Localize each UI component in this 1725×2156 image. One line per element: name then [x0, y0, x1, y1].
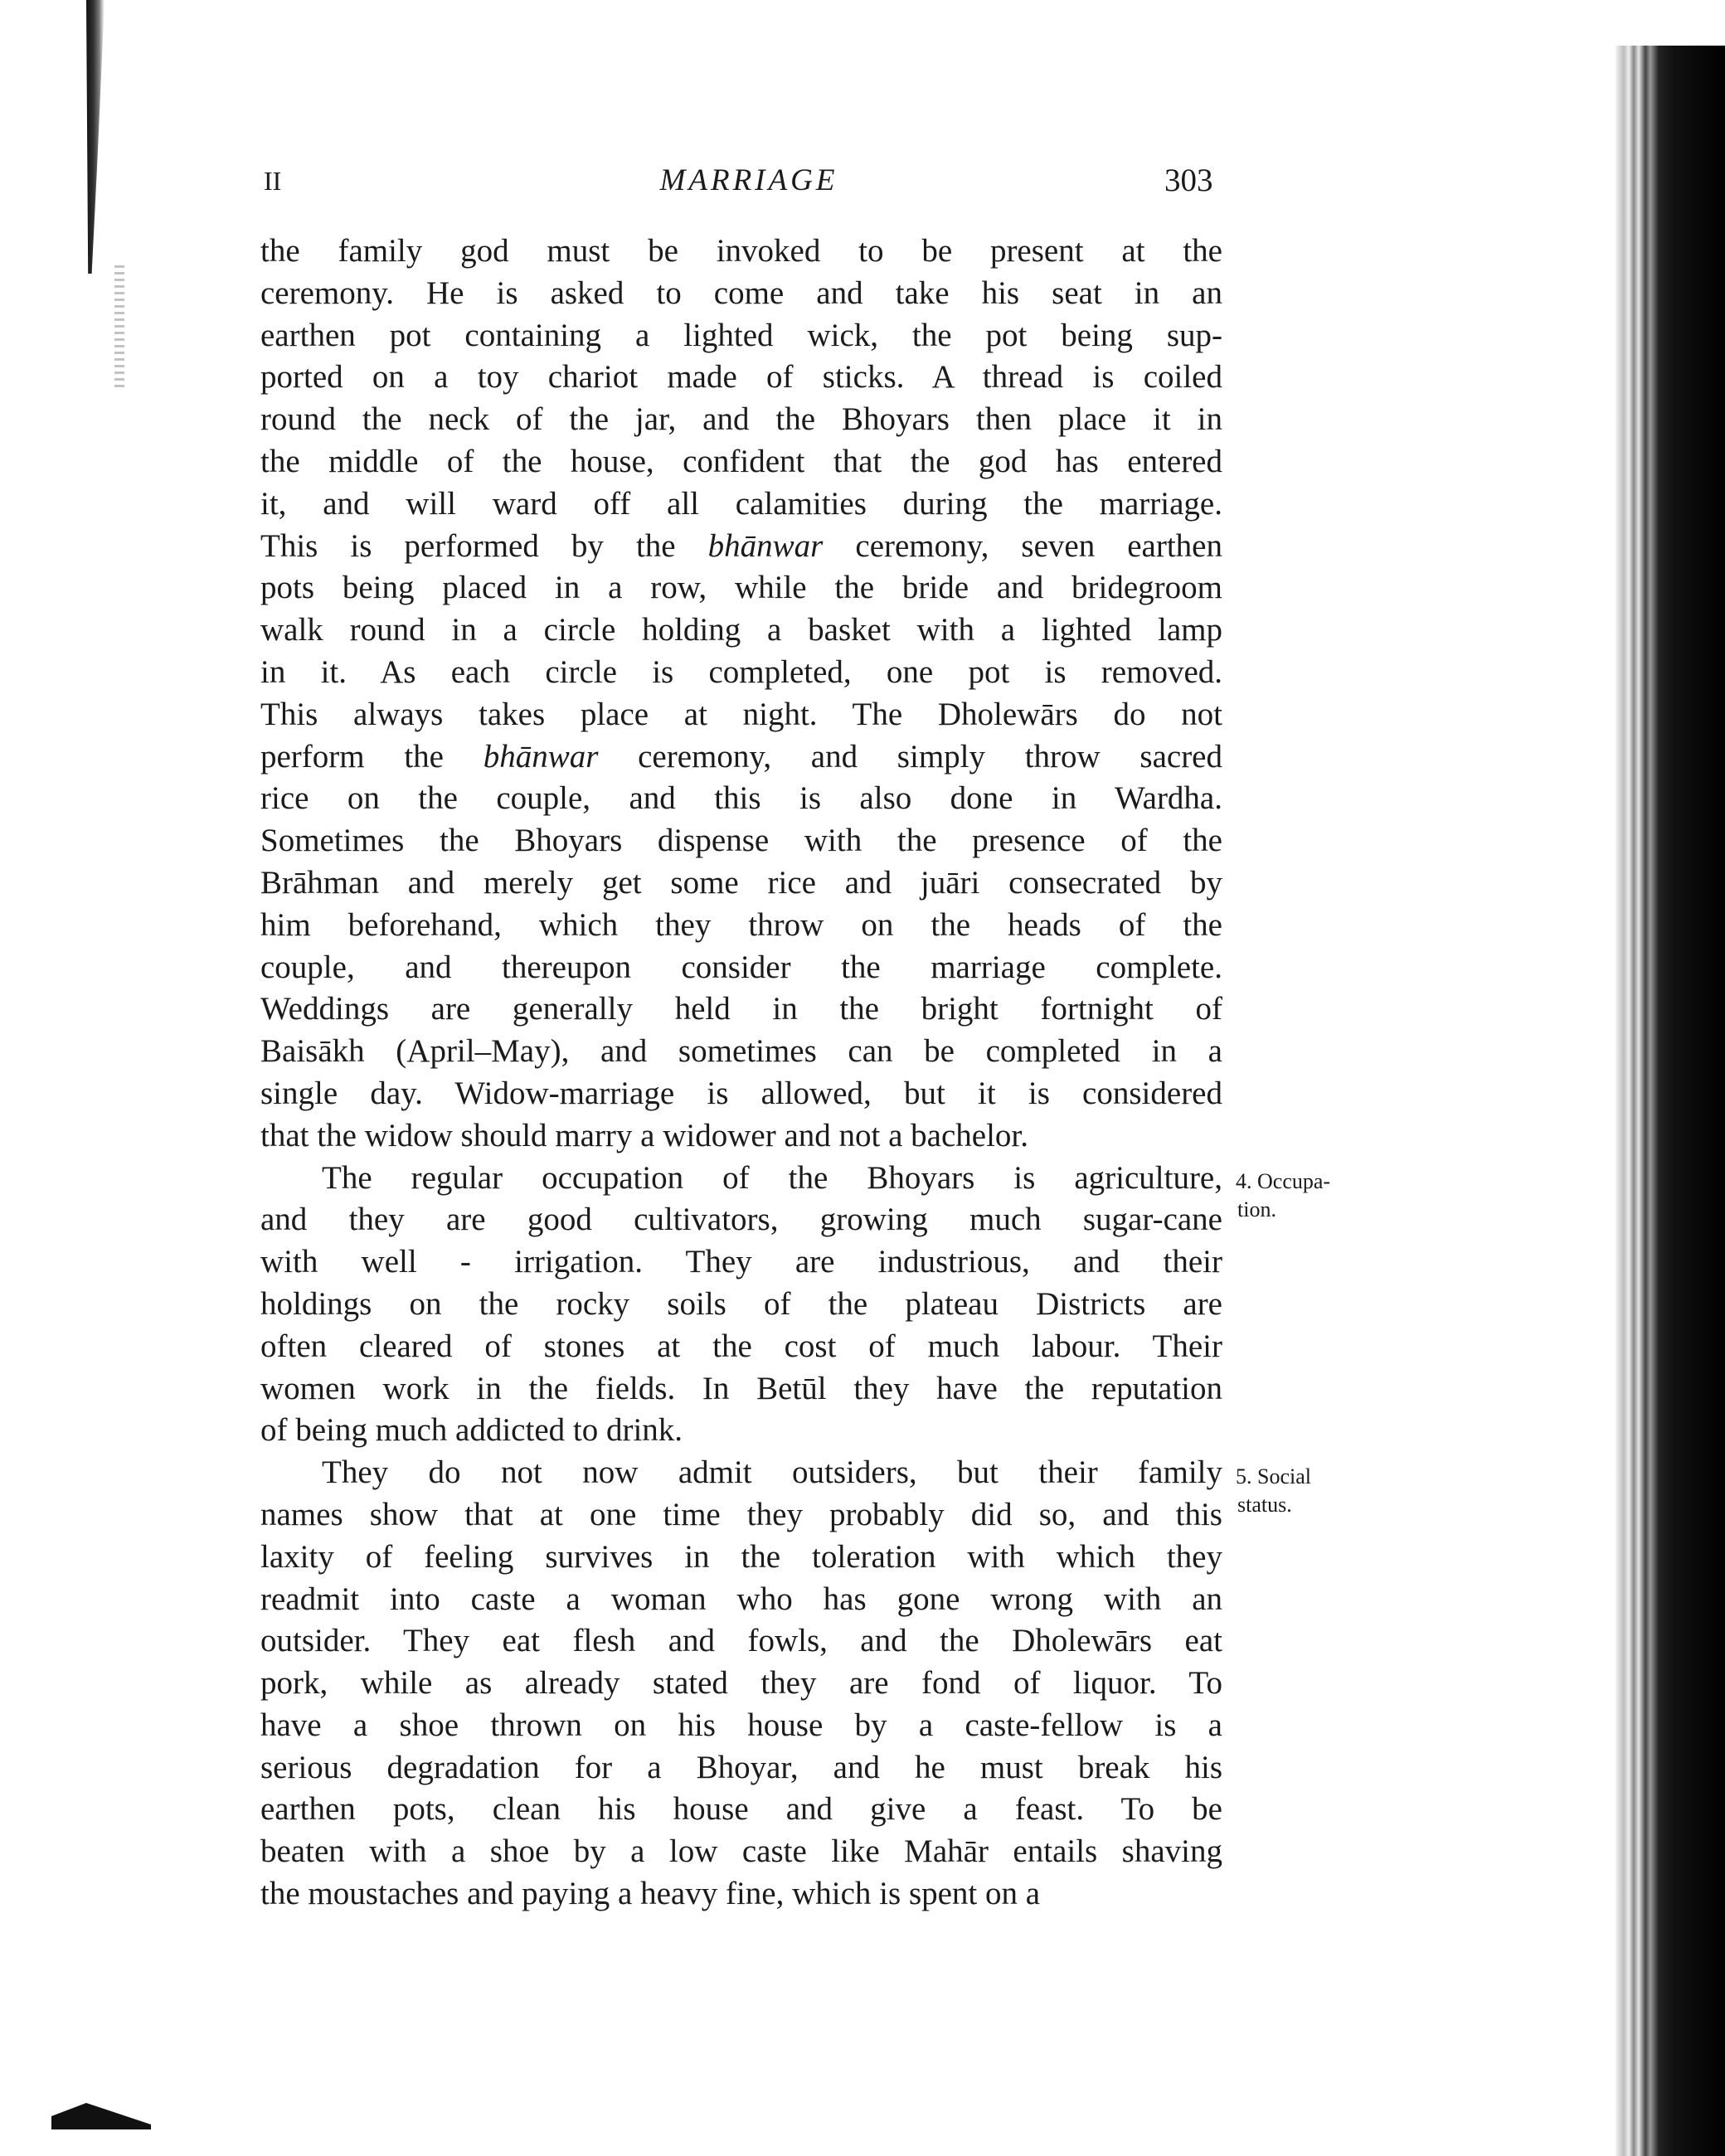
text-line: They do not now admit outsiders, but their family	[322, 1454, 1222, 1491]
running-title: MARRIAGE	[659, 163, 838, 197]
text-line: holdings on the rocky soils of the plateau Districts are	[260, 1285, 1222, 1322]
text-line: Baisākh (April–May), and sometimes can be completed in a	[260, 1033, 1222, 1070]
text-line: earthen pot containing a lighted wick, the pot being sup-	[260, 317, 1222, 353]
text-line: ceremony. He is asked to come and take his seat in an	[260, 274, 1222, 311]
text-line: the middle of the house, confident that the god has entered	[260, 443, 1222, 479]
text-line: pork, while as already stated they are fond of liquor. To	[260, 1665, 1222, 1702]
text-line: that the widow should marry a widower and not a bachelor.	[260, 1117, 1029, 1153]
text-line: ported on a toy chariot made of sticks. A thread is coiled	[260, 359, 1222, 396]
italic-term: bhānwar	[483, 738, 599, 775]
margin-note-line: 4. Occupa-	[1236, 1169, 1331, 1193]
text-line: rice on the couple, and this is also done in Wardha.	[260, 780, 1222, 817]
text-line: walk round in a circle holding a basket with a lighted lamp	[260, 612, 1222, 648]
text-line: beaten with a shoe by a low caste like Mahār entails shaving	[260, 1833, 1222, 1870]
text-line: and they are good cultivators, growing much sugar-cane	[260, 1202, 1222, 1238]
text-line: Weddings are generally held in the bright fortnight of	[260, 991, 1222, 1027]
text-line: him beforehand, which they throw on the heads of the	[260, 906, 1222, 943]
binding-shadow	[86, 0, 104, 274]
text-line: the family god must be invoked to be present at the	[260, 233, 1222, 269]
text-line: couple, and thereupon consider the marriage complete.	[260, 949, 1222, 985]
text-line: perform the bhānwar ceremony, and simply throw sacred	[260, 738, 1222, 775]
margin-note-line: 5. Social	[1236, 1464, 1311, 1488]
text-line: serious degradation for a Bhoyar, and he must break his	[260, 1749, 1222, 1785]
text-line: in it. As each circle is completed, one pot is removed.	[260, 653, 1222, 690]
margin-note-line: status.	[1237, 1493, 1292, 1517]
scan-edge-band	[1616, 46, 1725, 2156]
text-line: it, and will ward off all calamities during the marriage.	[260, 485, 1222, 522]
text-line: names show that at one time they probably did so, and this	[260, 1496, 1222, 1532]
text-line: pots being placed in a row, while the bride and bridegroom	[260, 570, 1222, 606]
page-number: 303	[1164, 163, 1213, 198]
text-line: The regular occupation of the Bhoyars is agriculture,	[322, 1159, 1222, 1196]
text-line: laxity of feeling survives in the toleration with which they	[260, 1538, 1222, 1575]
margin-note-line: tion.	[1237, 1197, 1276, 1221]
text-line: women work in the fields. In Betūl they have the reputation	[260, 1370, 1222, 1406]
text-line: with well - irrigation. They are industrious, and their	[260, 1244, 1222, 1280]
text-line: This always takes place at night. The Dholewārs do not	[260, 696, 1222, 732]
text-line: have a shoe thrown on his house by a caste-fellow is a	[260, 1707, 1222, 1743]
text-line: of being much addicted to drink.	[260, 1412, 683, 1449]
text-line: Sometimes the Bhoyars dispense with the presence of the	[260, 823, 1222, 859]
text-line: round the neck of the jar, and the Bhoyars then place it in	[260, 401, 1222, 438]
text-line: the moustaches and paying a heavy fine, which is spent on a	[260, 1876, 1041, 1912]
margin-note-social-status	[1236, 1463, 1311, 1519]
chapter-number: II	[264, 166, 282, 196]
margin-note-occupation	[1236, 1168, 1330, 1224]
binding-shadow-speckle	[114, 265, 124, 390]
text-line: This is performed by the bhānwar ceremony, seven earthen	[260, 527, 1222, 564]
text-line: earthen pots, clean his house and give a feast. To be	[260, 1791, 1222, 1828]
corner-scan-mark	[51, 2096, 151, 2129]
italic-term: bhānwar	[707, 527, 824, 564]
text-line: single day. Widow-marriage is allowed, but it is considered	[260, 1075, 1222, 1111]
body-text	[260, 231, 1222, 1916]
text-line: outsider. They eat flesh and fowls, and the Dholewārs eat	[260, 1623, 1222, 1659]
text-line: Brāhman and merely get some rice and juāri consecrated by	[260, 864, 1222, 901]
text-line: readmit into caste a woman who has gone wrong with an	[260, 1581, 1222, 1617]
text-line: often cleared of stones at the cost of much labour. Their	[260, 1328, 1222, 1364]
